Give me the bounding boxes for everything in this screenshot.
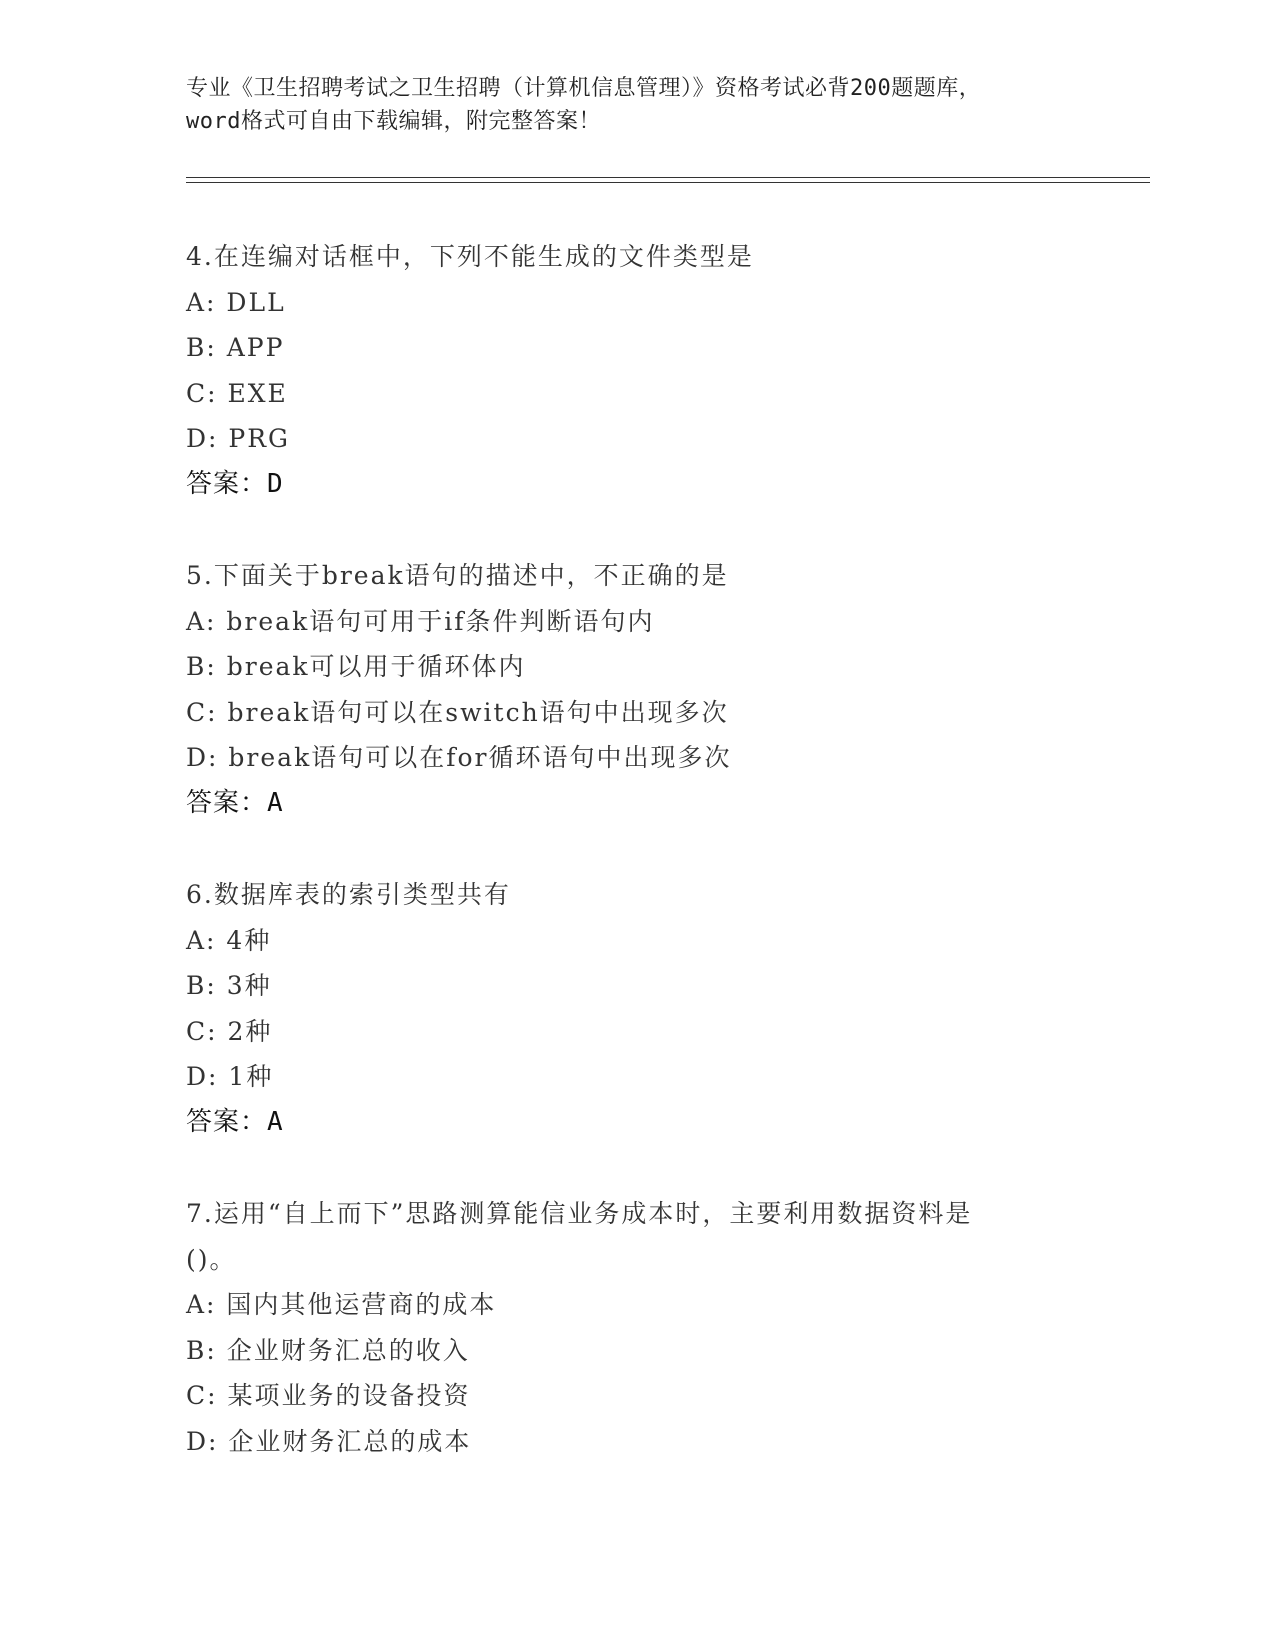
option-a: A: DLL: [186, 287, 286, 317]
option-c: C: break语句可以在switch语句中出现多次: [186, 697, 729, 727]
header-divider-bottom: [186, 182, 1150, 183]
option-d: D: 企业财务汇总的成本: [186, 1426, 472, 1456]
option-b: B: APP: [186, 333, 285, 362]
option-c: C: 2种: [186, 1016, 273, 1046]
header-line-2: word格式可自由下载编辑，附完整答案！: [186, 109, 601, 134]
option-a: A: 4种: [186, 925, 272, 955]
option-d: D: 1种: [186, 1062, 274, 1091]
answer-line: 答案：A: [186, 1106, 284, 1137]
option-c: C: EXE: [186, 378, 288, 408]
question-stem-line-2: ()。: [186, 1244, 237, 1274]
question-stem-line-1: 7.运用“自上而下”思路测算能信业务成本时，主要利用数据资料是: [186, 1199, 973, 1228]
question-5: [186, 553, 1086, 826]
option-b: B: 3种: [186, 971, 272, 1000]
option-a: A: break语句可用于if条件判断语句内: [186, 606, 655, 636]
option-d: D: break语句可以在for循环语句中出现多次: [186, 743, 732, 772]
option-a: A: 国内其他运营商的成本: [186, 1290, 497, 1319]
question-stem: 4.在连编对话框中，下列不能生成的文件类型是: [186, 242, 754, 271]
header-divider-top: [186, 177, 1150, 178]
option-b: B: break可以用于循环体内: [186, 652, 526, 681]
answer-line: 答案：D: [186, 468, 284, 499]
question-stem: 5.下面关于break语句的描述中，不正确的是: [186, 561, 729, 590]
question-6: [186, 872, 1086, 1145]
question-stem: 6.数据库表的索引类型共有: [186, 880, 511, 909]
document-header: [186, 72, 1086, 138]
header-line-1: 专业《卫生招聘考试之卫生招聘（计算机信息管理）》资格考试必背200题题库，: [186, 76, 982, 101]
answer-line: 答案：A: [186, 787, 284, 818]
option-b: B: 企业财务汇总的收入: [186, 1335, 470, 1365]
question-7: [186, 1191, 1086, 1464]
question-4: [186, 234, 1086, 507]
option-d: D: PRG: [186, 424, 291, 453]
option-c: C: 某项业务的设备投资: [186, 1381, 471, 1410]
